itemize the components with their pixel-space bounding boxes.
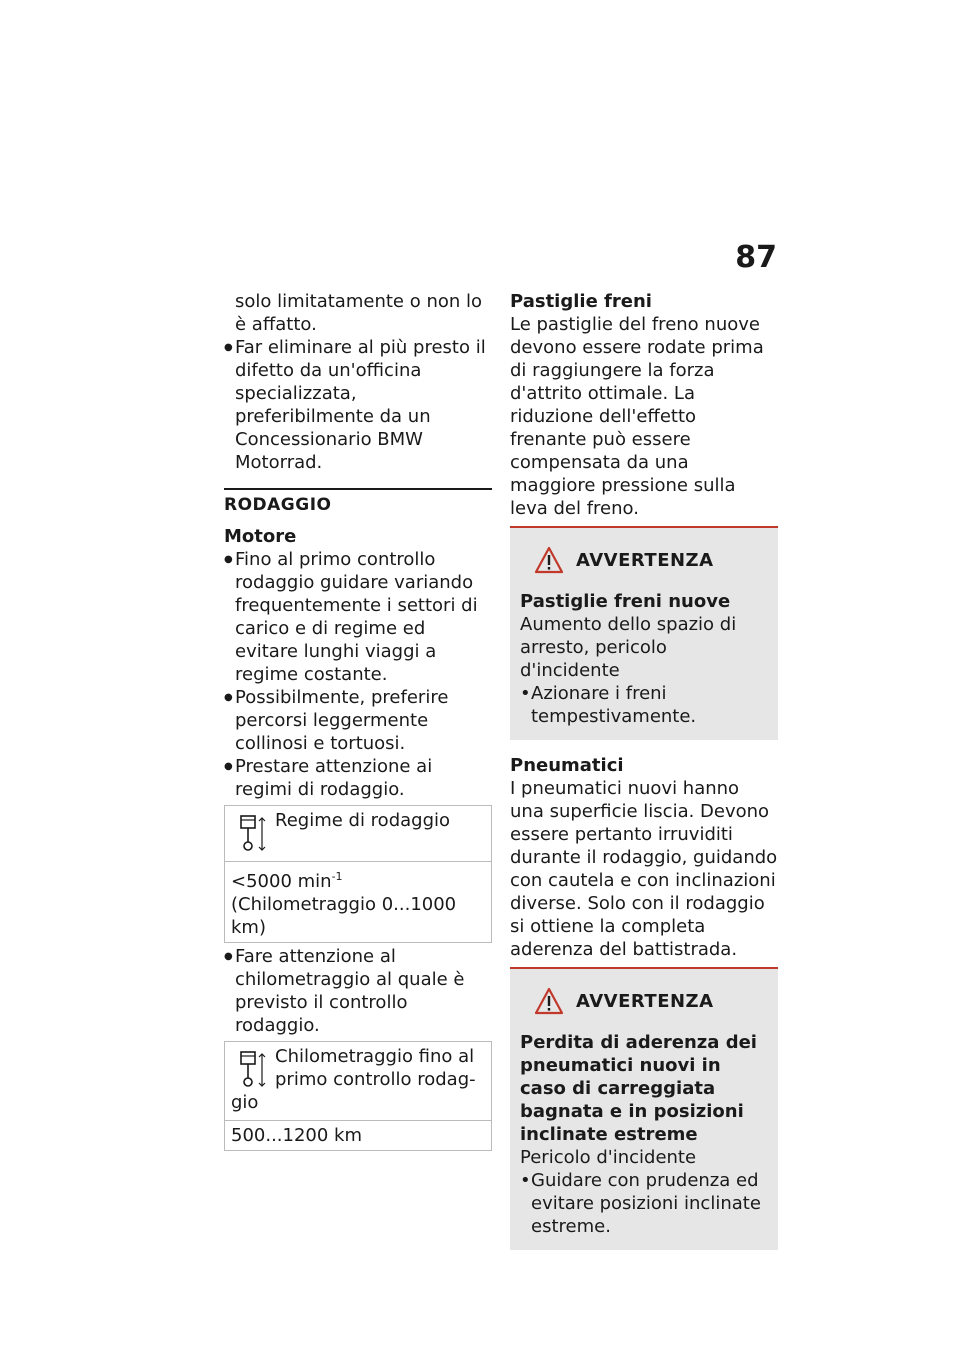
spec-table-controllo bbox=[224, 1041, 492, 1151]
list-item: ● Far eliminare al più presto il difetto da un'officina specializzata, preferibilmente da un Concessionario BMW Motorrad. bbox=[224, 336, 492, 474]
right-column bbox=[510, 290, 778, 1250]
list-item: ● Possibilmente, preferire percorsi leggermente collinosi e tortuosi. bbox=[224, 686, 492, 755]
warning-text: Aumento dello spazio di arresto, pericolo d'incidente bbox=[520, 614, 737, 681]
list-item: ● Fare attenzione al chilometraggio al quale è previsto il controllo rodaggio. bbox=[224, 945, 492, 1037]
spec-value-sup: -1 bbox=[331, 870, 343, 883]
spec-label-line: gio bbox=[231, 1092, 259, 1113]
warning-heading: Pastiglie freni nuove bbox=[520, 591, 731, 612]
warning-title-row bbox=[520, 546, 768, 574]
intro-bullet-list bbox=[224, 336, 492, 474]
spec-header bbox=[225, 1042, 491, 1120]
motore-bullet-list bbox=[224, 548, 492, 801]
spec-value bbox=[225, 861, 491, 942]
spec-value: 500...1200 km bbox=[225, 1120, 491, 1150]
list-item: ● Fino al primo controllo rodaggio guidare variando frequentemente i settori di carico e di regime ed evitare lunghi viaggi a regime costante. bbox=[224, 548, 492, 686]
warning-box-pastiglie bbox=[510, 528, 778, 740]
motore-heading: Motore bbox=[224, 526, 297, 547]
chilometraggio-bullet-list bbox=[224, 945, 492, 1037]
section-title: RODAGGIO bbox=[224, 495, 332, 515]
list-item: • Guidare con prudenza ed evitare posizioni inclinate estreme. bbox=[520, 1169, 768, 1238]
warning-triangle-icon bbox=[534, 987, 564, 1015]
spec-value-pre: <5000 min bbox=[231, 871, 332, 892]
list-item: • Azionare i freni tempestivamente. bbox=[520, 682, 768, 728]
warning-triangle-icon bbox=[534, 546, 564, 574]
list-item: ● Prestare attenzione ai regimi di rodaggio. bbox=[224, 755, 492, 801]
warning-title-row bbox=[520, 987, 768, 1015]
pneumatici-text: I pneumatici nuovi hanno una superficie liscia. Devono essere pertanto irruviditi durante il rodaggio, guidando con cautela e con inclinazioni diverse. Solo con il rodaggio si ottiene la completa aderenza del battistrada. bbox=[510, 778, 778, 960]
section-divider bbox=[224, 488, 492, 490]
warning-heading: Perdita di aderenza dei pneumatici nuovi in caso di carreggiata bagnata e in posizioni inclinate estreme bbox=[520, 1032, 757, 1145]
warning-title: AVVERTENZA bbox=[576, 990, 714, 1012]
piston-icon bbox=[239, 814, 267, 854]
piston-icon bbox=[239, 1050, 267, 1090]
spec-value-post: (Chilometraggio 0...1000 km) bbox=[231, 894, 457, 938]
spec-label-line: Chilometraggio fino al bbox=[275, 1046, 475, 1067]
left-column bbox=[224, 290, 492, 1153]
page-number: 87 bbox=[735, 240, 777, 275]
pastiglie-heading: Pastiglie freni bbox=[510, 291, 652, 312]
warning-title: AVVERTENZA bbox=[576, 549, 714, 571]
pastiglie-text: Le pastiglie del freno nuove devono essere rodate prima di raggiungere la forza d'attrito ottimale. La riduzione dell'effetto frenante può essere compensata da una maggiore pressione sulla leva del freno. bbox=[510, 314, 764, 519]
spec-label-line: primo controllo rodag- bbox=[275, 1069, 476, 1090]
intro-text: solo limitatamente o non lo è affatto. bbox=[235, 291, 483, 335]
warning-bullet-list bbox=[520, 1169, 768, 1238]
warning-bullet-list bbox=[520, 682, 768, 728]
spec-table-rodaggio bbox=[224, 805, 492, 943]
warning-text: Pericolo d'incidente bbox=[520, 1147, 697, 1168]
spec-header bbox=[225, 806, 491, 861]
pneumatici-heading: Pneumatici bbox=[510, 755, 624, 776]
warning-box-pneumatici bbox=[510, 969, 778, 1250]
spec-label: Regime di rodaggio bbox=[275, 810, 451, 831]
